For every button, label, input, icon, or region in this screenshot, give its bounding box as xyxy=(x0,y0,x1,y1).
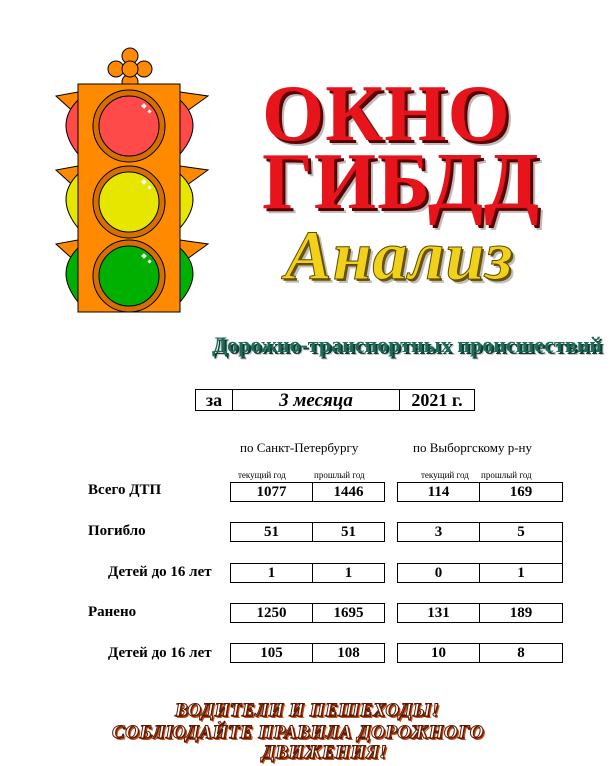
table-cell: 105 xyxy=(230,643,313,663)
vyborg-column-header: по Выборгскому р-ну xyxy=(413,440,532,455)
row-label-children-killed: Детей до 16 лет xyxy=(108,564,212,580)
slogan-line-1: ВОДИТЕЛИ И ПЕШЕХОДЫ! xyxy=(175,700,440,721)
table-cell: 189 xyxy=(479,603,563,623)
table-cell: 131 xyxy=(397,603,480,623)
table-cell: 1 xyxy=(312,563,385,583)
period-year: 2021 г. xyxy=(399,389,475,411)
traffic-light-icon xyxy=(50,44,215,316)
table-cell: 51 xyxy=(230,522,313,542)
red-light xyxy=(99,96,159,156)
table-cell: 1695 xyxy=(312,603,385,623)
spb-previous-year-label: прошлый год xyxy=(314,470,365,480)
title-okno: ОКНО xyxy=(262,70,511,158)
table-cell: 0 xyxy=(397,563,480,583)
table-cell: 1077 xyxy=(230,482,313,502)
period-value: 3 месяца xyxy=(232,389,400,411)
table-cell: 3 xyxy=(397,522,480,542)
table-cell: 108 xyxy=(312,643,385,663)
table-cell: 1250 xyxy=(230,603,313,623)
green-light xyxy=(99,246,159,306)
vyborg-current-year-label: текущий год xyxy=(421,470,469,480)
table-cell: 1 xyxy=(479,563,563,583)
vyborg-previous-year-label: прошлый год xyxy=(481,470,532,480)
spb-current-year-label: текущий год xyxy=(238,470,286,480)
slogan-line-2: СОБЛЮДАЙТЕ ПРАВИЛА ДОРОЖНОГО xyxy=(112,722,485,743)
table-cell: 8 xyxy=(479,643,563,663)
yellow-light xyxy=(99,172,159,232)
table-divider xyxy=(562,541,563,563)
subtitle: Дорожно-транспортных происшествий xyxy=(212,332,603,357)
row-label-children-injured: Детей до 16 лет xyxy=(108,645,212,661)
slogan-line-3: ДВИЖЕНИЯ! xyxy=(262,742,388,763)
row-label-total-accidents: Всего ДТП xyxy=(88,482,162,498)
table-cell: 1 xyxy=(230,563,313,583)
period-label: за xyxy=(195,389,233,411)
title-gibdd: ГИБДД xyxy=(262,138,541,226)
table-cell: 1446 xyxy=(312,482,385,502)
row-label-injured: Ранено xyxy=(88,604,137,620)
spb-column-header: по Санкт-Петербургу xyxy=(240,440,359,455)
table-cell: 5 xyxy=(479,522,563,542)
table-cell: 51 xyxy=(312,522,385,542)
row-label-killed: Погибло xyxy=(88,523,146,539)
table-cell: 169 xyxy=(479,482,563,502)
table-cell: 10 xyxy=(397,643,480,663)
title-analiz: Анализ xyxy=(285,218,514,295)
table-cell: 114 xyxy=(397,482,480,502)
